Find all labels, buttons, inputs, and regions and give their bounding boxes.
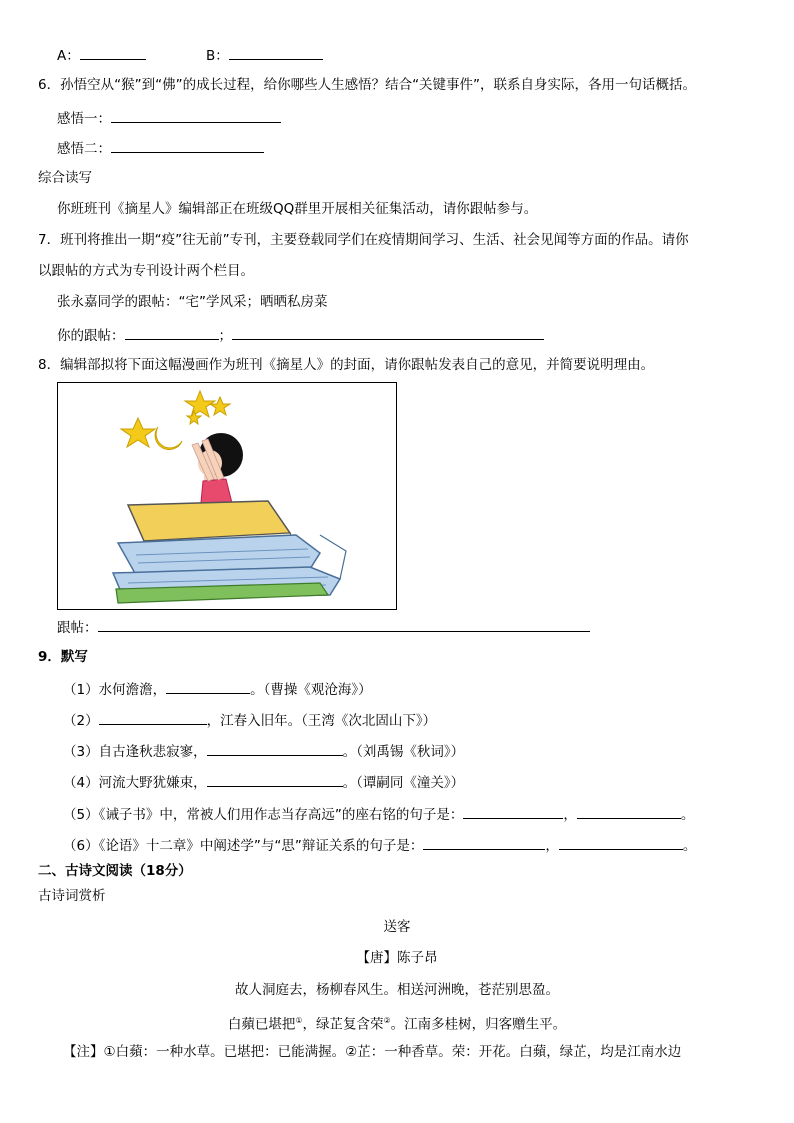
reply-separator: ；	[218, 328, 232, 344]
question-7-text-2: 以跟帖的方式为专刊设计两个栏目。	[38, 263, 254, 279]
question-9-title: 9．默写	[38, 649, 88, 665]
poem-line-2-part-3: 。江南多桂树，归客赠生平。	[390, 1016, 567, 1033]
dictation-2-blank[interactable]	[99, 710, 207, 725]
dictation-5-prefix: （5）《诫子书》中，常被人们用作志当存高远”的座右铭的句子是：	[63, 807, 464, 823]
insight-2-label: 感悟二：	[57, 141, 111, 157]
q8-reply-blank[interactable]	[98, 617, 590, 632]
dictation-1-blank[interactable]	[166, 679, 250, 694]
dictation-6-prefix: （6）《论语》十二章》中阐述学”与“思”辩证关系的句子是：	[63, 838, 424, 854]
section-heading-zonghe: 综合读写	[38, 170, 92, 186]
poem-note: 【注】①白蘋：一种水草。已堪把：已能满握。②芷：一种香草。荣：开花。白蘋，绿芷，均是江南水边	[63, 1044, 682, 1060]
dictation-item-6	[63, 835, 696, 855]
star-icon	[210, 397, 230, 415]
dictation-5-blank-a[interactable]	[463, 804, 563, 819]
answer-a-label: A：	[57, 48, 80, 64]
comic-illustration	[57, 382, 397, 610]
poem-author: 【唐】陈子昂	[356, 950, 438, 966]
column-1-blank[interactable]	[125, 325, 219, 340]
dictation-4-prefix: （4）河流大野犹嫌束，	[63, 775, 207, 791]
answer-b-blank[interactable]	[229, 45, 323, 60]
dictation-6-blank-b[interactable]	[559, 835, 683, 850]
question-6-text: 6．孙悟空从“猴”到“佛”的成长过程，给你哪些人生感悟？结合“关键事件”，联系自身实际，各用一句话概括。	[38, 77, 697, 93]
dictation-item-5	[63, 804, 694, 824]
q8-reply-label: 跟帖：	[57, 620, 98, 636]
section-2-heading: 二、古诗文阅读（18分）	[38, 863, 192, 879]
question-8-text: 8．编辑部拟将下面这幅漫画作为班刊《摘星人》的封面，请你跟帖发表自己的意见，并简要说明理由。	[38, 357, 655, 373]
dictation-2-prefix: （2）	[63, 713, 99, 729]
answer-b-label: B：	[206, 48, 229, 64]
q8-reply-line	[57, 617, 590, 637]
dictation-item-2	[63, 710, 436, 730]
dictation-1-suffix: 。（曹操《观沧海》）	[250, 682, 372, 698]
question-7-text-1: 7．班刊将推出一期“疫”往无前”专刊，主要登载同学们在疫情期间学习、生活、社会见闻等方面的作品。请你	[38, 232, 689, 248]
insight-2-blank[interactable]	[111, 138, 264, 153]
poem-line-1: 故人洞庭去，杨柳春风生。相送河洲晚，苍茫别思盈。	[235, 982, 559, 998]
footnote-marker-2: ②	[383, 1016, 391, 1025]
dictation-6-suffix: 。	[682, 838, 697, 854]
column-2-blank[interactable]	[232, 325, 544, 340]
poem-title: 送客	[383, 919, 411, 935]
dictation-item-3	[63, 741, 464, 761]
insight-1-label: 感悟一：	[57, 111, 111, 127]
example-reply: 张永嘉同学的跟帖：“宅”学风采；晒晒私房菜	[57, 294, 328, 310]
footnote-marker-1: ①	[295, 1016, 303, 1025]
poem-line-2-part-1: 白蘋已堪把	[227, 1016, 296, 1033]
intro-text: 你班班刊《摘星人》编辑部正在班级QQ群里开展相关征集活动，请你跟帖参与。	[57, 201, 538, 217]
dictation-item-1	[63, 679, 372, 699]
section-2-subheading: 古诗词赏析	[38, 888, 106, 904]
insight-1-line	[57, 108, 281, 128]
insight-1-blank[interactable]	[111, 108, 281, 123]
answer-a-blank[interactable]	[80, 45, 146, 60]
dictation-5-blank-b[interactable]	[577, 804, 681, 819]
dictation-5-comma: ，	[563, 807, 577, 823]
dictation-2-suffix: ，江春入旧年。（王湾《次北固山下》）	[206, 713, 437, 729]
moon-icon	[155, 427, 182, 449]
dictation-3-suffix: 。（刘禹锡《秋词》）	[342, 744, 465, 760]
dictation-4-blank[interactable]	[207, 772, 343, 787]
dictation-6-comma: ，	[545, 838, 559, 854]
star-icon	[187, 411, 201, 424]
dictation-3-prefix: （3）自古逢秋悲寂寥，	[63, 744, 207, 760]
poem-line-2	[0, 1012, 794, 1034]
dictation-4-suffix: 。（谭嗣同《潼关》）	[342, 775, 465, 791]
dictation-6-blank-a[interactable]	[423, 835, 545, 850]
your-reply-line	[57, 325, 544, 345]
star-icon	[121, 418, 155, 447]
answer-a-line	[57, 45, 146, 65]
answer-b-line	[206, 45, 323, 65]
poem-line-2-part-2: ，绿芷复含荣	[302, 1016, 384, 1033]
dictation-item-4	[63, 772, 464, 792]
your-reply-label: 你的跟帖：	[57, 328, 125, 344]
dictation-1-prefix: （1）水何澹澹，	[63, 682, 167, 698]
dictation-3-blank[interactable]	[207, 741, 343, 756]
insight-2-line	[57, 138, 264, 158]
dictation-5-suffix: 。	[680, 807, 695, 823]
